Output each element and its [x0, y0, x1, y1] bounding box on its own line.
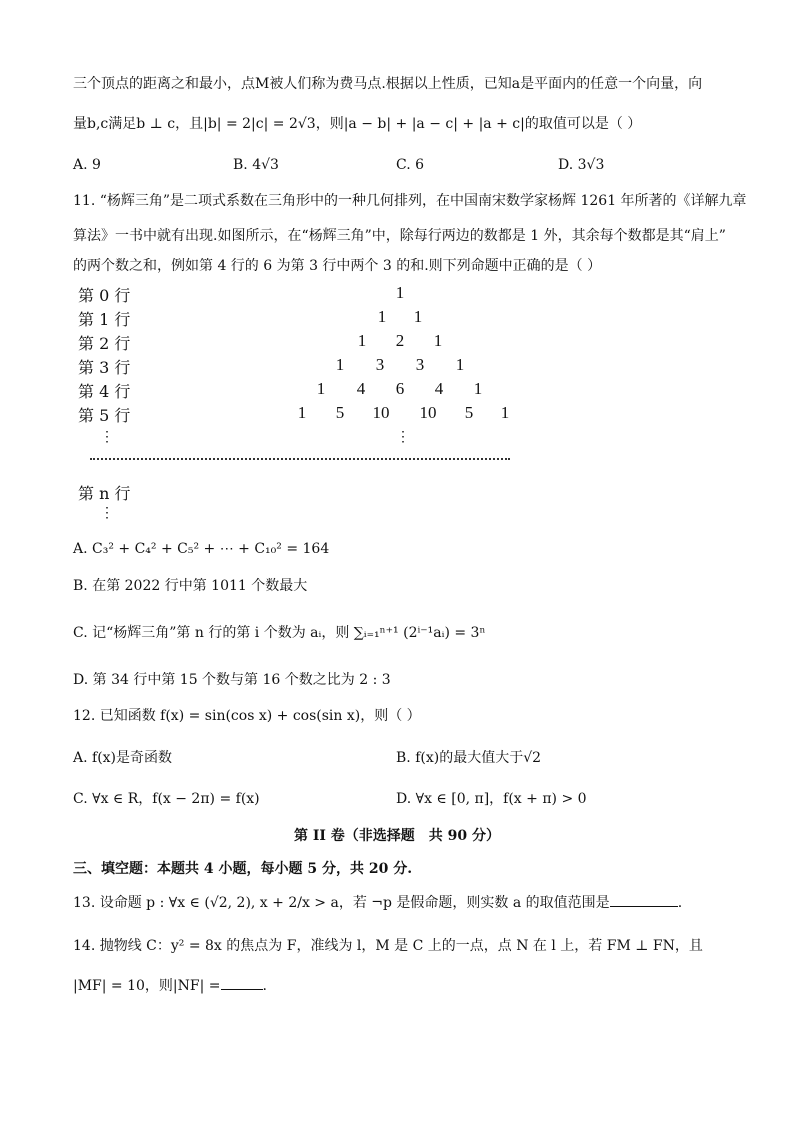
center-vdots: ⋮	[396, 430, 410, 445]
triangle-number: 10	[372, 403, 390, 422]
part2-title: 第 II 卷（非选择题 共 90 分）	[293, 828, 501, 844]
triangle-number: 1	[455, 355, 465, 374]
q14-line1: 14. 抛物线 C：y² = 8x 的焦点为 F，准线为 l，M 是 C 上的一点，点 N 在 l 上，若 FM ⊥ FN，且	[73, 938, 703, 954]
triangle-number: 1	[433, 331, 443, 350]
q14-answer-blank	[221, 989, 263, 990]
triangle-number: 1	[335, 355, 345, 374]
row-label-1: 第 1 行	[78, 310, 131, 329]
row-label-n: 第 n 行	[78, 484, 131, 503]
q11-line2: 算法》一书中就有出现.如图所示，在“杨辉三角”中，除每行两边的数都是 1 外，其余每个数都是其“肩上”	[73, 228, 726, 244]
triangle-number: 4	[356, 379, 366, 398]
q10-line2: 量b,c满足b ⊥ c，且|b| = 2|c| = 2√3，则|a − b| + |a − c| + |a + c|的取值可以是（ ）	[73, 116, 642, 132]
triangle-number: 1	[377, 307, 387, 326]
q11-option-d: D. 第 34 行中第 15 个数与第 16 个数之比为 2 : 3	[73, 672, 391, 688]
q14-stem: |MF| = 10，则|NF| =	[73, 978, 221, 994]
triangle-number: 4	[434, 379, 444, 398]
q10-line1: 三个顶点的距离之和最小，点M被人们称为费马点.根据以上性质，已知a是平面内的任意一个向量，向	[73, 76, 703, 92]
triangle-number: 5	[464, 403, 474, 422]
row-label-3: 第 3 行	[78, 358, 131, 377]
triangle-number: 10	[419, 403, 437, 422]
triangle-number: 1	[500, 403, 510, 422]
q11-line1: 11. “杨辉三角”是二项式系数在三角形中的一种几何排列，在中国南宋数学家杨辉 1261 年所著的《详解九章	[73, 193, 747, 209]
triangle-number: 1	[473, 379, 483, 398]
q12-option-b: B. f(x)的最大值大于√2	[396, 750, 542, 766]
q13-answer-blank	[610, 906, 678, 907]
q10-option-d: D. 3√3	[558, 157, 605, 173]
triangle-number: 5	[335, 403, 345, 422]
q10-option-b: B. 4√3	[233, 157, 279, 173]
q12-option-c: C. ∀x ∈ R，f(x − 2π) = f(x)	[73, 791, 260, 807]
dotted-separator	[90, 458, 510, 460]
q11-option-a: A. C₃² + C₄² + C₅² + ⋯ + C₁₀² = 164	[73, 541, 330, 557]
triangle-number: 6	[395, 379, 405, 398]
bottom-vdots: ⋮	[100, 506, 114, 521]
q11-line3: 的两个数之和，例如第 4 行的 6 为第 3 行中两个 3 的和.则下列命题中正确的是（ ）	[73, 258, 602, 274]
row-label-5: 第 5 行	[78, 406, 131, 425]
label-vdots: ⋮	[100, 430, 114, 445]
q11-option-b: B. 在第 2022 行中第 1011 个数最大	[73, 578, 308, 594]
row-label-2: 第 2 行	[78, 334, 131, 353]
triangle-number: 1	[357, 331, 367, 350]
q11-option-c: C. 记“杨辉三角”第 n 行的第 i 个数为 aᵢ，则 ∑ᵢ₌₁ⁿ⁺¹ (2ⁱ⁻¹aᵢ) = 3ⁿ	[73, 625, 486, 641]
q13-period: .	[677, 895, 683, 911]
section-heading: 三、填空题：本题共 4 小题，每小题 5 分，共 20 分.	[73, 861, 413, 877]
q12-stem: 12. 已知函数 f(x) = sin(cos x) + cos(sin x)，则（ ）	[73, 708, 421, 724]
triangle-number: 3	[415, 355, 425, 374]
q13-stem: 13. 设命题 p : ∀x ∈ (√2, 2), x + 2/x > a，若 ¬p 是假命题，则实数 a 的取值范围是	[73, 895, 610, 911]
q12-option-d: D. ∀x ∈ [0, π]，f(x + π) > 0	[396, 791, 587, 807]
triangle-number: 2	[395, 331, 405, 350]
q12-option-a: A. f(x)是奇函数	[73, 750, 173, 766]
triangle-number: 1	[395, 283, 405, 302]
q14-period: .	[262, 978, 267, 994]
row-label-4: 第 4 行	[78, 382, 131, 401]
q13-text	[73, 893, 682, 913]
row-label-0: 第 0 行	[78, 286, 131, 305]
yanghui-triangle-figure	[78, 283, 538, 533]
triangle-number: 3	[375, 355, 385, 374]
triangle-number: 1	[316, 379, 326, 398]
q10-option-a: A. 9	[73, 157, 101, 173]
q10-option-c: C. 6	[396, 157, 425, 173]
triangle-number: 1	[297, 403, 307, 422]
q14-line2	[73, 976, 267, 996]
triangle-number: 1	[413, 307, 423, 326]
